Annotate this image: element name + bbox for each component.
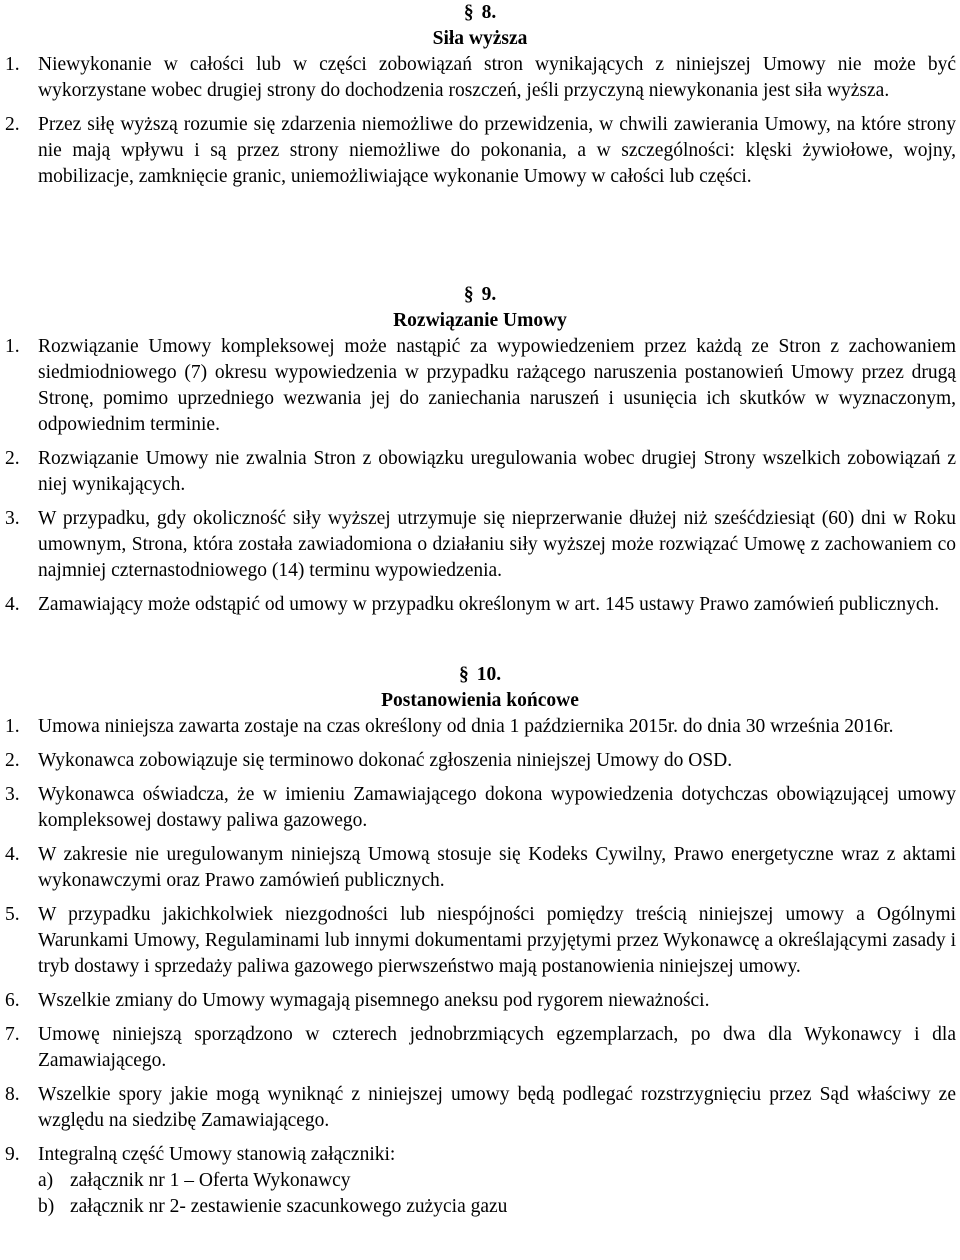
list-item (0, 52, 960, 104)
item-text: Wykonawca zobowiązuje się terminowo dokonać zgłoszenia niniejszej Umowy do OSD. (38, 750, 733, 771)
attachment-text: załącznik nr 1 – Oferta Wykonawcy (70, 1170, 351, 1191)
item-text: W przypadku jakichkolwiek niezgodności lub niespójności pomiędzy treścią niniejszej umowy a Ogólnymi Warunkami Umowy, Regulaminami lub innymi dokumentami przyjętymi przez Wykonawcę a określającymi zasady i tryb dostawy i sprzedaży paliwa gazowego pierwszeństwo mają postanowienia niniejszej umowy. (38, 904, 956, 977)
item-text: Wykonawca oświadcza, że w imieniu Zamawiającego dokona wypowiedzenia dotychczas obowiązującej umowy kompleksowej dostawy paliwa gazowego. (38, 784, 956, 831)
list-item (0, 714, 960, 740)
item-number: 2. (5, 114, 20, 135)
item-number: 5. (5, 904, 20, 925)
item-number: 7. (5, 1024, 20, 1045)
section-heading (0, 662, 960, 714)
section-number: 10. (476, 664, 502, 685)
item-number: 1. (5, 54, 20, 75)
item-text: Rozwiązanie Umowy kompleksowej może nastąpić za wypowiedzeniem przez każdą ze Stron z zachowaniem siedmiodniowego (7) okresu wypowiedzenia w przypadku rażącego naruszenia postanowień Umowy przez drugą Stronę, pomimo uprzedniego wezwania jej do zaniechania naruszeń i usunięcia ich skutków w wyznaczonym, odpowiednim terminie. (38, 336, 956, 435)
item-number: 2. (5, 448, 20, 469)
section-title: Rozwiązanie Umowy (393, 310, 567, 331)
attachment-text: załącznik nr 2- zestawienie szacunkowego zużycia gazu (70, 1196, 508, 1217)
item-number: 4. (5, 594, 20, 615)
item-text: W zakresie nie uregulowanym niniejszą Umową stosuje się Kodeks Cywilny, Prawo energetyczne wraz z aktami wykonawczymi oraz Prawo zamówień publicznych. (38, 844, 956, 891)
section-heading (0, 282, 960, 334)
list-item (0, 1142, 960, 1168)
section-number: 9. (481, 284, 497, 305)
item-number: 3. (5, 784, 20, 805)
list-item (0, 748, 960, 774)
item-number: 1. (5, 336, 20, 357)
section-title: Siła wyższa (432, 28, 528, 49)
attachment-item (0, 1194, 960, 1220)
paragraph-symbol: § (463, 284, 474, 305)
item-text: Wszelkie zmiany do Umowy wymagają pisemnego aneksu pod rygorem nieważności. (38, 990, 710, 1011)
list-item (0, 334, 960, 438)
list-item (0, 1082, 960, 1134)
item-text: Integralną część Umowy stanowią załączniki: (38, 1144, 396, 1165)
section-heading (0, 0, 960, 52)
list-item (0, 446, 960, 498)
list-item (0, 842, 960, 894)
list-item (0, 988, 960, 1014)
item-number: 3. (5, 508, 20, 529)
item-number: 6. (5, 990, 20, 1011)
list-item (0, 1022, 960, 1074)
list-item (0, 782, 960, 834)
item-number: 2. (5, 750, 20, 771)
attachment-letter: a) (38, 1170, 54, 1191)
item-text: Umowa niniejsza zawarta zostaje na czas określony od dnia 1 października 2015r. do dnia 30 września 2016r. (38, 716, 894, 737)
attachment-letter: b) (38, 1196, 55, 1217)
section-10 (0, 662, 960, 1220)
paragraph-symbol: § (463, 2, 474, 23)
list-item (0, 902, 960, 980)
item-text: Niewykonanie w całości lub w części zobowiązań stron wynikających z niniejszej Umowy nie może być wykorzystane wobec drugiej strony do dochodzenia roszczeń, jeśli przyczyną niewykonania jest siła wyższa. (38, 54, 956, 101)
item-text: W przypadku, gdy okoliczność siły wyższej utrzymuje się nieprzerwanie dłużej niż sześćdziesiąt (60) dni w Roku umownym, Strona, która została zawiadomiona o działaniu siły wyższej może rozwiązać Umowę z zachowaniem co najmniej czternastodniowego (14) terminu wypowiedzenia. (38, 508, 956, 581)
item-text: Rozwiązanie Umowy nie zwalnia Stron z obowiązku uregulowania wobec drugiej Strony wszelkich zobowiązań z niej wynikających. (38, 448, 956, 495)
item-text: Wszelkie spory jakie mogą wyniknąć z niniejszej umowy będą podlegać rozstrzygnięciu przez Sąd właściwy ze względu na siedzibę Zamawiającego. (38, 1084, 956, 1131)
item-number: 8. (5, 1084, 20, 1105)
item-text: Przez siłę wyższą rozumie się zdarzenia niemożliwe do przewidzenia, w chwili zawierania Umowy, na które strony nie mają wpływu i są przez strony niemożliwe do pokonania, a w szczególności: klęski żywiołowe, wojny, mobilizacje, zamknięcie granic, uniemożliwiające wykonanie Umowy w całości lub części. (38, 114, 956, 187)
section-title: Postanowienia końcowe (381, 690, 579, 711)
section-number: 8. (481, 2, 497, 23)
item-number: 9. (5, 1144, 20, 1165)
list-item (0, 112, 960, 190)
section-8 (0, 0, 960, 190)
item-number: 4. (5, 844, 20, 865)
item-text: Zamawiający może odstąpić od umowy w przypadku określonym w art. 145 ustawy Prawo zamówień publicznych. (38, 594, 940, 615)
list-item (0, 592, 960, 618)
item-number: 1. (5, 716, 20, 737)
item-text: Umowę niniejszą sporządzono w czterech jednobrzmiących egzemplarzach, po dwa dla Wykonawcy i dla Zamawiającego. (38, 1024, 956, 1071)
attachment-item (0, 1168, 960, 1194)
section-9 (0, 282, 960, 618)
paragraph-symbol: § (458, 664, 469, 685)
list-item (0, 506, 960, 584)
